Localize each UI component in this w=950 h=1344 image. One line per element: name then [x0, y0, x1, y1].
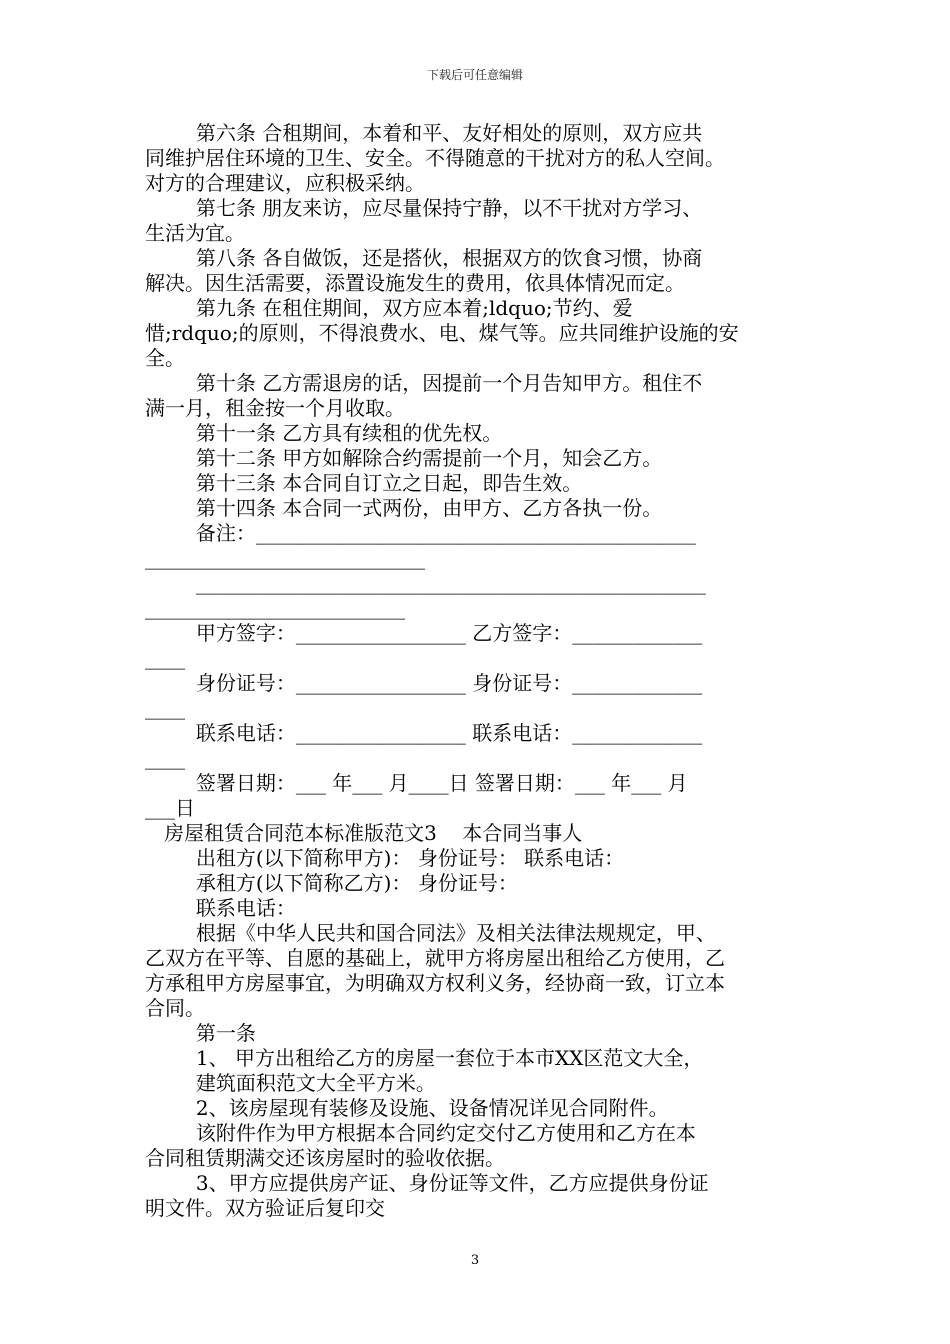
text-line: 第十三条 本合同自订立之日起，即告生效。: [145, 471, 583, 495]
text-line: 合同。: [145, 996, 205, 1020]
page-header: 下载后可任意编辑: [426, 68, 523, 82]
phone-line: 联系电话：_________________ 联系电话：_____________: [145, 721, 703, 745]
text-line: 2、该房屋现有装修及设施、设备情况详见合同附件。: [145, 1096, 669, 1120]
text-line: 第十条 乙方需退房的话，因提前一个月告知甲方。租住不: [145, 371, 703, 395]
text-line: 第七条 朋友来访，应尽量保持宁静，以不干扰对方学习、: [145, 196, 703, 220]
text-line: 生活为宜。: [145, 221, 245, 245]
id-number-line: ____: [145, 696, 185, 720]
text-line: 合同租赁期满交还该房屋时的验收依据。: [145, 1146, 505, 1170]
text-line: 承租方(以下简称乙方)： 身份证号：: [145, 871, 518, 895]
page-number: 3: [470, 1253, 480, 1268]
text-line: 解决。因生活需要，添置设施发生的费用，依具体情况而定。: [145, 271, 685, 295]
signature-line: ____: [145, 646, 185, 670]
text-line: 1、 甲方出租给乙方的房屋一套位于本市XX区范文大全，: [145, 1046, 704, 1070]
text-line: 惜;rdquo;的原则，不得浪费水、电、煤气等。应共同维护设施的安: [145, 321, 739, 345]
remarks-line: 备注：____________________________________________: [145, 521, 696, 545]
remarks-line: __________________________: [145, 596, 405, 620]
text-line: 出租方(以下简称甲方)： 身份证号： 联系电话：: [145, 846, 625, 870]
text-line: 方承租甲方房屋事宜，为明确双方权利义务，经协商一致，订立本: [145, 971, 725, 995]
text-line: 乙双方在平等、自愿的基础上，就甲方将房屋出租给乙方使用，乙: [145, 946, 725, 970]
id-number-line: 身份证号：_________________ 身份证号：_____________: [145, 671, 703, 695]
text-line: 3、甲方应提供房产证、身份证等文件，乙方应提供身份证: [145, 1171, 709, 1195]
text-line: 第九条 在租住期间，双方应本着;ldquo;节约、爱: [145, 296, 633, 320]
text-line: 根据《中华人民共和国合同法》及相关法律法规规定，甲、: [145, 921, 716, 945]
signature-line: 甲方签字：_________________ 乙方签字：_____________: [145, 621, 703, 645]
text-line: 第十四条 本合同一式两份，由甲方、乙方各执一份。: [145, 496, 663, 520]
text-line: 第六条 合租期间，本着和平、友好相处的原则，双方应共: [145, 121, 703, 145]
text-line: 建筑面积范文大全平方米。: [145, 1071, 436, 1095]
section-title: 房屋租赁合同范本标准版范文3 本合同当事人: [145, 821, 583, 845]
text-line: 对方的合理建议，应积极采纳。: [145, 171, 425, 195]
text-line: 联系电话：: [145, 896, 296, 920]
text-line: 第八条 各自做饭，还是搭伙，根据双方的饮食习惯，协商: [145, 246, 703, 270]
date-line: 签署日期：___ 年___ 月____日 签署日期：___ 年___ 月: [145, 771, 688, 795]
remarks-line: ____________________________: [145, 546, 425, 570]
contract-body: [145, 121, 805, 1221]
text-line: 第十一条 乙方具有续租的优先权。: [145, 421, 503, 445]
text-line: 第十二条 甲方如解除合约需提前一个月，知会乙方。: [145, 446, 663, 470]
text-line: 第一条: [145, 1021, 256, 1045]
phone-line: ____: [145, 746, 185, 770]
text-line: 明文件。双方验证后复印交: [145, 1196, 385, 1220]
text-line: 满一月，租金按一个月收取。: [145, 396, 405, 420]
text-line: 同维护居住环境的卫生、安全。不得随意的干扰对方的私人空间。: [145, 146, 725, 170]
text-line: 该附件作为甲方根据本合同约定交付乙方使用和乙方在本: [145, 1121, 696, 1145]
remarks-line: ___________________________________________________: [145, 571, 706, 595]
date-line: ___日: [145, 796, 195, 820]
text-line: 全。: [145, 346, 185, 370]
